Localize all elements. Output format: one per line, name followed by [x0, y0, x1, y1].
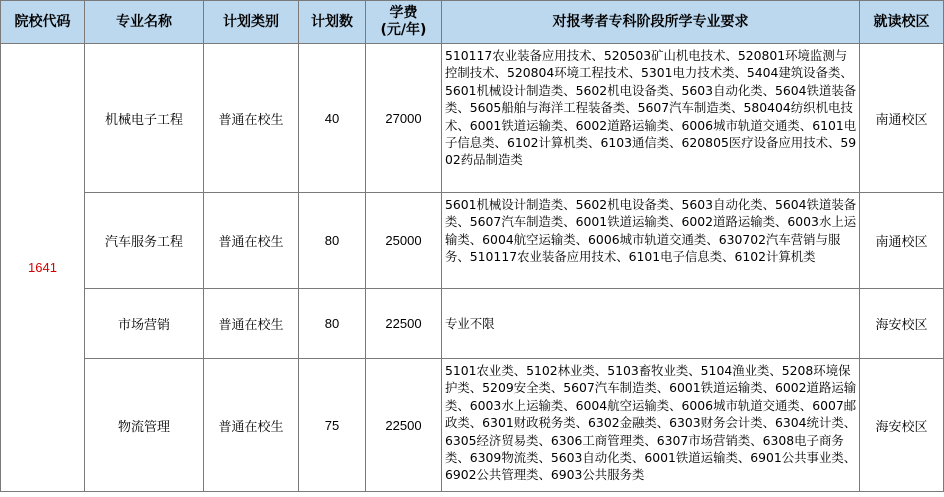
header-row: [1, 1, 944, 44]
tuition-cell: 22500: [366, 289, 442, 359]
plan-count-cell: 75: [299, 359, 366, 492]
header-school-code: 院校代码: [1, 1, 85, 44]
header-tuition: [366, 1, 442, 44]
header-campus: 就读校区: [860, 1, 944, 44]
header-requirements: 对报考者专科阶段所学专业要求: [442, 1, 860, 44]
plan-count-cell: 80: [299, 193, 366, 289]
table-row: [1, 289, 944, 359]
header-tuition-line1: 学费: [389, 5, 418, 21]
table-row: [1, 193, 944, 289]
campus-cell: 海安校区: [860, 359, 944, 492]
plan-count-cell: 40: [299, 44, 366, 193]
tuition-cell: 25000: [366, 193, 442, 289]
header-plan-count: 计划数: [299, 1, 366, 44]
plan-type-cell: 普通在校生: [204, 44, 299, 193]
major-name-cell: 机械电子工程: [85, 44, 204, 193]
campus-cell: 南通校区: [860, 44, 944, 193]
campus-cell: 海安校区: [860, 289, 944, 359]
major-name-cell: 市场营销: [85, 289, 204, 359]
requirements-cell: 5601机械设计制造类、5602机电设备类、5603自动化类、5604铁道装备类、5607汽车制造类、6001铁道运输类、6002道路运输类、6003水上运输类、6004航空运输类、6006城市轨道交通类、630702汽车营销与服务、510117农业装备应用技术、6101电子信息类、6102计算机类: [442, 193, 860, 289]
plan-type-cell: 普通在校生: [204, 193, 299, 289]
table-row: [1, 359, 944, 492]
table-row: [1, 44, 944, 193]
tuition-cell: 22500: [366, 359, 442, 492]
header-tuition-line2: (元/年): [380, 22, 427, 38]
requirements-cell: 510117农业装备应用技术、520503矿山机电技术、520801环境监测与控制技术、520804环境工程技术、5301电力技术类、5404建筑设备类、5601机械设计制造类、5602机电设备类、5603自动化类、5604铁道装备类、5605船舶与海洋工程装备类、5607汽车制造类、580404纺织机电技术、6001铁道运输类、6002道路运输类、6006城市轨道交通类、6101电子信息类、6102计算机类、6103通信类、620805医疗设备应用技术、5902药品制造类: [442, 44, 860, 193]
major-name-cell: 物流管理: [85, 359, 204, 492]
school-code-cell: 1641: [1, 44, 85, 492]
plan-type-cell: 普通在校生: [204, 359, 299, 492]
tuition-cell: 27000: [366, 44, 442, 193]
plan-count-cell: 80: [299, 289, 366, 359]
requirements-cell: 专业不限: [442, 289, 860, 359]
major-name-cell: 汽车服务工程: [85, 193, 204, 289]
header-major-name: 专业名称: [85, 1, 204, 44]
requirements-cell: 5101农业类、5102林业类、5103畜牧业类、5104渔业类、5208环境保护类、5209安全类、5607汽车制造类、6001铁道运输类、6002道路运输类、6003水上运输类、6004航空运输类、6006城市轨道交通类、6007邮政类、6301财政税务类、6302金融类、6303财务会计类、6304统计类、6305经济贸易类、6306工商管理类、6307市场营销类、6308电子商务类、6309物流类、5603自动化类、6001铁道运输类、6901公共事业类、6902公共管理类、6903公共服务类: [442, 359, 860, 492]
header-plan-type: 计划类别: [204, 1, 299, 44]
plan-type-cell: 普通在校生: [204, 289, 299, 359]
campus-cell: 南通校区: [860, 193, 944, 289]
